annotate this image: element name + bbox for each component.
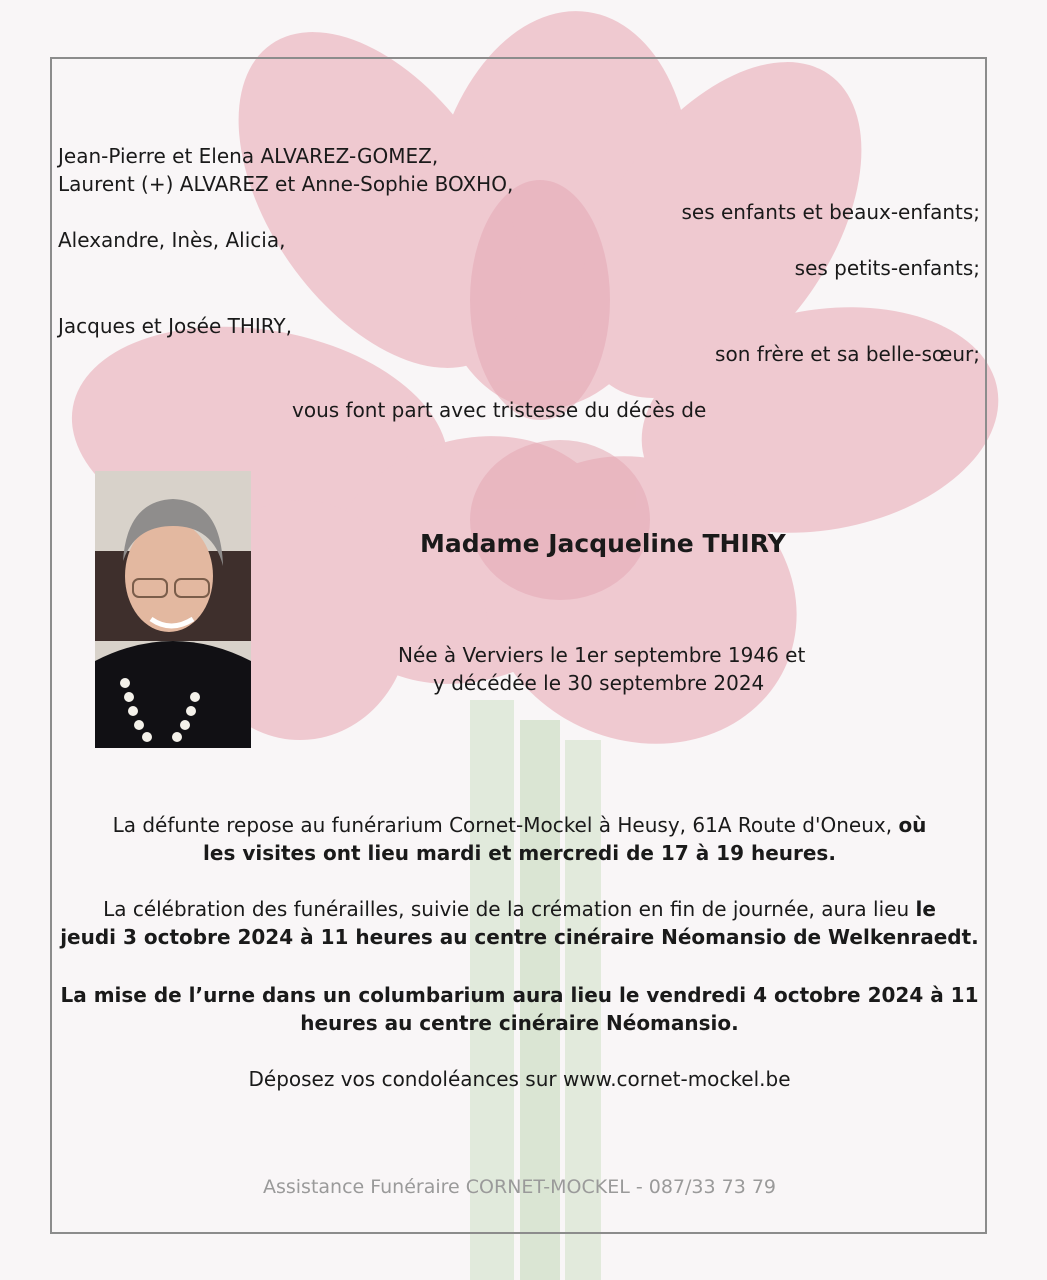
grandchildren-relation: ses petits-enfants;	[794, 256, 980, 280]
ceremony-line-2: jeudi 3 octobre 2024 à 11 heures au centre cinéraire Néomansio de Welkenraedt.	[60, 925, 979, 949]
deceased-name: Madame Jacqueline THIRY	[420, 529, 786, 558]
ceremony-line-1: La célébration des funérailles, suivie de la crémation en fin de journée, aura lieu le	[103, 897, 936, 921]
birth-line: Née à Verviers le 1er septembre 1946 et	[398, 643, 806, 667]
grandchildren: Alexandre, Inès, Alicia,	[58, 228, 286, 252]
children-line-1: Jean-Pierre et Elena ALVAREZ-GOMEZ,	[58, 144, 439, 168]
siblings: Jacques et Josée THIRY,	[58, 314, 292, 338]
urn-line-2: heures au centre cinéraire Néomansio.	[300, 1011, 739, 1035]
children-relation: ses enfants et beaux-enfants;	[681, 200, 980, 224]
visit-line-1: La défunte repose au funérarium Cornet-Mockel à Heusy, 61A Route d'Oneux, où	[112, 813, 927, 837]
deceased-photo	[95, 471, 251, 748]
children-line-2: Laurent (+) ALVAREZ et Anne-Sophie BOXHO,	[58, 172, 514, 196]
announcement: vous font part avec tristesse du décès de	[292, 398, 707, 422]
visit-line-2: les visites ont lieu mardi et mercredi de 17 à 19 heures.	[203, 841, 836, 865]
death-line: y décédée le 30 septembre 2024	[433, 671, 765, 695]
condolences-line: Déposez vos condoléances sur www.cornet-mockel.be	[248, 1067, 791, 1091]
siblings-relation: son frère et sa belle-sœur;	[715, 342, 980, 366]
footer-funeral-home: Assistance Funéraire CORNET-MOCKEL - 087/33 73 79	[262, 1176, 777, 1198]
urn-line-1: La mise de l’urne dans un columbarium aura lieu le vendredi 4 octobre 2024 à 11	[60, 983, 979, 1007]
